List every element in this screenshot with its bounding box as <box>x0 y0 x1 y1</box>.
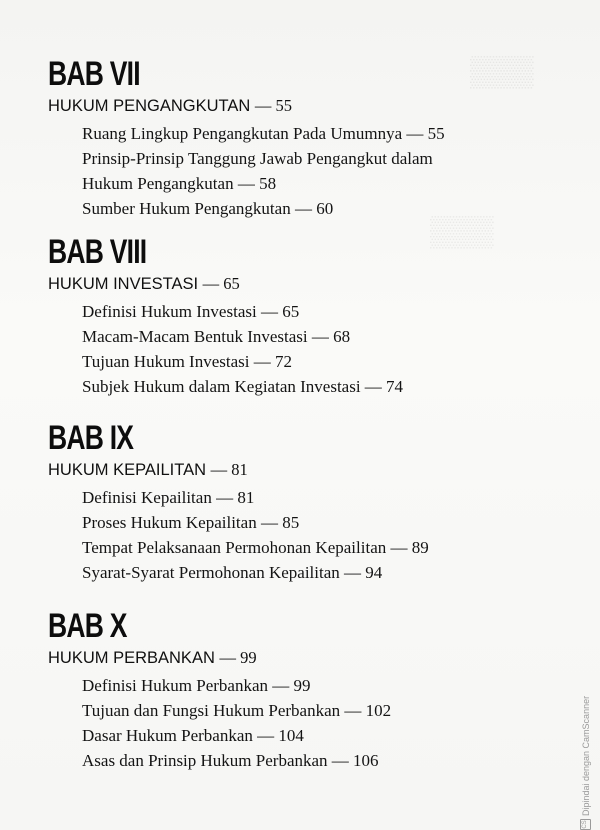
section-title <box>48 273 403 295</box>
toc-item: Proses Hukum Kepailitan — 85 <box>82 513 300 532</box>
bleed-through-text: ▒▒▒ <box>470 55 534 88</box>
section-title <box>48 647 391 669</box>
toc-item: Sumber Hukum Pengangkutan — 60 <box>82 199 334 218</box>
toc-item: Asas dan Prinsip Hukum Perbankan — 106 <box>82 751 379 770</box>
section-page: — 99 <box>219 648 257 667</box>
toc-item-list <box>82 485 429 585</box>
toc-item-list <box>82 673 391 773</box>
section-page: — 81 <box>210 460 248 479</box>
scanner-watermark <box>580 690 594 830</box>
toc-item: Definisi Kepailitan — 81 <box>82 488 255 507</box>
chapter-bab-ix <box>48 419 429 585</box>
section-title-text: HUKUM PERBANKAN <box>48 649 215 667</box>
camscanner-logo-icon: CS <box>580 819 591 830</box>
chapter-heading: BAB VII <box>48 55 140 93</box>
chapter-bab-vii <box>48 55 445 221</box>
section-title-text: HUKUM INVESTASI <box>48 275 199 293</box>
section-page: — 55 <box>254 96 293 115</box>
toc-item-list <box>82 299 403 399</box>
bleed-through-text: ▒▒▒ <box>430 215 494 248</box>
chapter-bab-viii <box>48 233 403 399</box>
chapter-heading: BAB IX <box>48 419 134 457</box>
toc-item: Tempat Pelaksanaan Permohonan Kepailitan — 89 <box>82 538 429 557</box>
scanner-label: Dipindai dengan CamScanner <box>580 695 591 816</box>
chapter-heading: BAB VIII <box>48 233 147 271</box>
toc-item: Hukum Pengangkutan — 58 <box>82 174 277 193</box>
section-title-text: HUKUM KEPAILITAN <box>48 461 206 479</box>
section-title <box>48 459 429 481</box>
toc-item: Ruang Lingkup Pengangkutan Pada Umumnya — 55 <box>82 124 445 143</box>
chapter-heading: BAB X <box>48 607 127 645</box>
toc-item-list <box>82 121 445 221</box>
toc-item: Tujuan dan Fungsi Hukum Perbankan — 102 <box>82 701 392 720</box>
toc-item: Prinsip-Prinsip Tanggung Jawab Pengangkut dalam <box>82 149 433 168</box>
toc-item: Definisi Hukum Investasi — 65 <box>82 302 300 321</box>
toc-item: Syarat-Syarat Permohonan Kepailitan — 94 <box>82 563 383 582</box>
section-page: — 65 <box>202 274 240 293</box>
toc-item: Subjek Hukum dalam Kegiatan Investasi — 74 <box>82 377 404 396</box>
section-title <box>48 95 445 117</box>
section-title-text: HUKUM PENGANGKUTAN <box>48 97 251 115</box>
toc-item: Tujuan Hukum Investasi — 72 <box>82 352 292 371</box>
toc-item: Macam-Macam Bentuk Investasi — 68 <box>82 327 351 346</box>
toc-item: Definisi Hukum Perbankan — 99 <box>82 676 311 695</box>
toc-item: Dasar Hukum Perbankan — 104 <box>82 726 304 745</box>
chapter-bab-x <box>48 607 391 773</box>
